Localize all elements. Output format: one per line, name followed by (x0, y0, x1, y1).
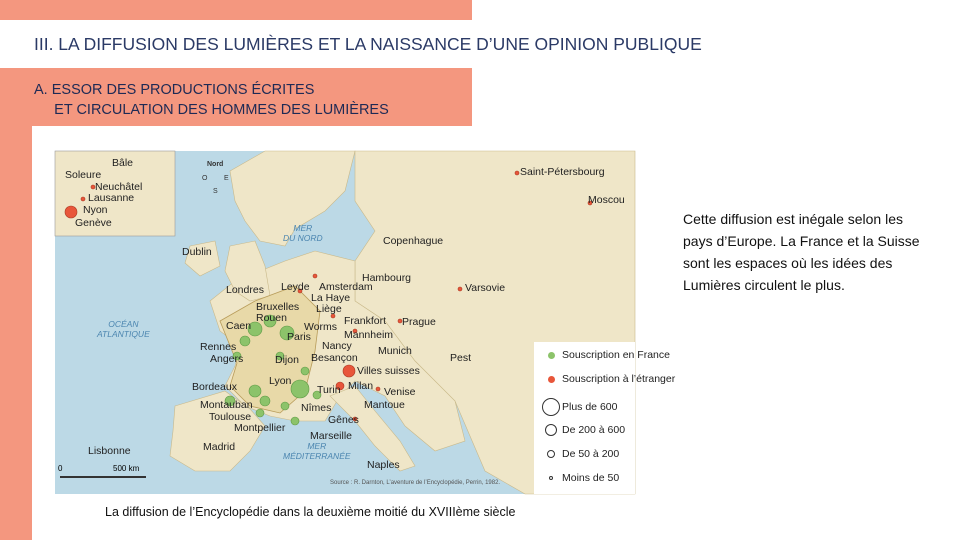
city-label: Toulouse (209, 411, 252, 423)
city-label: Marseille (310, 430, 353, 442)
city-label: La Haye (311, 292, 351, 304)
city-label: Lyon (269, 375, 292, 387)
legend-item-over-600 (540, 398, 617, 416)
city-label: Moscou (588, 194, 625, 206)
sea-label-mer-du-nord: MER DU NORD (283, 223, 323, 243)
legend-item-200-600 (540, 424, 625, 436)
city-label: Frankfort (344, 315, 387, 327)
city-label: Rouen (256, 312, 287, 324)
map-legend (534, 342, 676, 494)
legend-item-abroad (540, 373, 675, 385)
city-label: Besançon (311, 352, 358, 364)
city-label: Mannheim (344, 329, 394, 341)
city-label: Prague (402, 316, 436, 328)
legend-ring (545, 424, 557, 436)
city-label: Bâle (112, 157, 134, 169)
legend-label: De 200 à 600 (562, 424, 626, 436)
city-label: Liège (316, 303, 342, 315)
legend-ring (542, 398, 560, 416)
city-label: Bruxelles (256, 301, 300, 313)
city-label: Copenhague (383, 235, 444, 247)
city-label: Angers (210, 353, 244, 365)
city-label: Hambourg (362, 272, 412, 284)
map-source: Source : R. Darnton, L’aventure de l’Encyclopédie, Perrin, 1982. (330, 480, 501, 486)
top-accent-bar (0, 0, 472, 20)
map-caption: La diffusion de l’Encyclopédie dans la deuxième moitié du XVIIIème siècle (105, 505, 516, 519)
city-label: Lausanne (88, 192, 135, 204)
compass-north: Nord (207, 161, 224, 168)
side-paragraph: Cette diffusion est inégale selon les pays d’Europe. La France et la Suisse sont les espaces où les idées des Lumières circulent le plus. (683, 211, 920, 293)
city-label: Rennes (200, 341, 237, 353)
legend-label: Souscription à l’étranger (562, 373, 676, 385)
legend-ring (549, 476, 553, 480)
compass-west: O (202, 175, 208, 182)
city-label: Montauban (200, 399, 253, 411)
sea-label-atlantique: OCÉAN ATLANTIQUE (97, 319, 150, 339)
city-label: Naples (367, 459, 400, 471)
legend-ring (547, 450, 555, 458)
city-label: Madrid (203, 441, 236, 453)
legend-label: Souscription en France (562, 349, 670, 361)
legend-label: Moins de 50 (562, 472, 620, 484)
city-label: Soleure (65, 169, 102, 181)
scale-zero: 0 (58, 464, 63, 473)
city-label: Londres (226, 284, 264, 296)
city-label: Gênes (328, 414, 359, 426)
city-label: Worms (304, 321, 338, 333)
city-label: Saint-Pétersbourg (520, 166, 605, 178)
slide-title: III. LA DIFFUSION DES LUMIÈRES ET LA NAISSANCE D’UNE OPINION PUBLIQUE (34, 34, 702, 54)
legend-red-dot (548, 376, 555, 383)
slide-subtitle: A. ESSOR DES PRODUCTIONS ÉCRITES ET CIRCULATION DES HOMMES DES LUMIÈRES (34, 82, 389, 118)
encyclopedie-map (55, 151, 676, 494)
city-label: Leyde (281, 281, 310, 293)
legend-label: Plus de 600 (562, 401, 618, 413)
legend-item-france (540, 349, 670, 361)
city-label: Mantoue (364, 399, 405, 411)
city-label: Bordeaux (192, 381, 237, 393)
city-label: Venise (384, 386, 416, 398)
city-label: Neuchâtel (95, 181, 143, 193)
city-label: Milan (348, 380, 374, 392)
compass-south: S (213, 188, 218, 195)
city-label: Dublin (182, 246, 212, 258)
legend-item-under-50 (540, 472, 619, 484)
city-label: Paris (287, 331, 311, 343)
legend-item-50-200 (540, 448, 619, 460)
city-label: Varsovie (465, 282, 506, 294)
city-label: Villes suisses (357, 365, 420, 377)
city-label: Montpellier (234, 422, 286, 434)
legend-label: De 50 à 200 (562, 448, 620, 460)
city-label: Genève (75, 217, 112, 229)
city-label: Amsterdam (319, 281, 373, 293)
city-label: Dijon (275, 354, 299, 366)
city-label: Nancy (322, 340, 352, 352)
scale-distance: 500 km (113, 464, 140, 473)
city-label: Nîmes (301, 402, 332, 414)
city-label: Turin (317, 384, 341, 396)
city-label: Pest (450, 352, 472, 364)
city-label: Munich (378, 345, 412, 357)
left-accent-bar (0, 68, 32, 540)
city-label: Lisbonne (88, 445, 131, 457)
compass-east: E (224, 175, 229, 182)
city-label: Caen (226, 320, 252, 332)
legend-green-dot (548, 352, 555, 359)
sea-label-mediterranee: MER MÉDITERRANÉE (283, 441, 351, 461)
city-label: Nyon (83, 204, 108, 216)
